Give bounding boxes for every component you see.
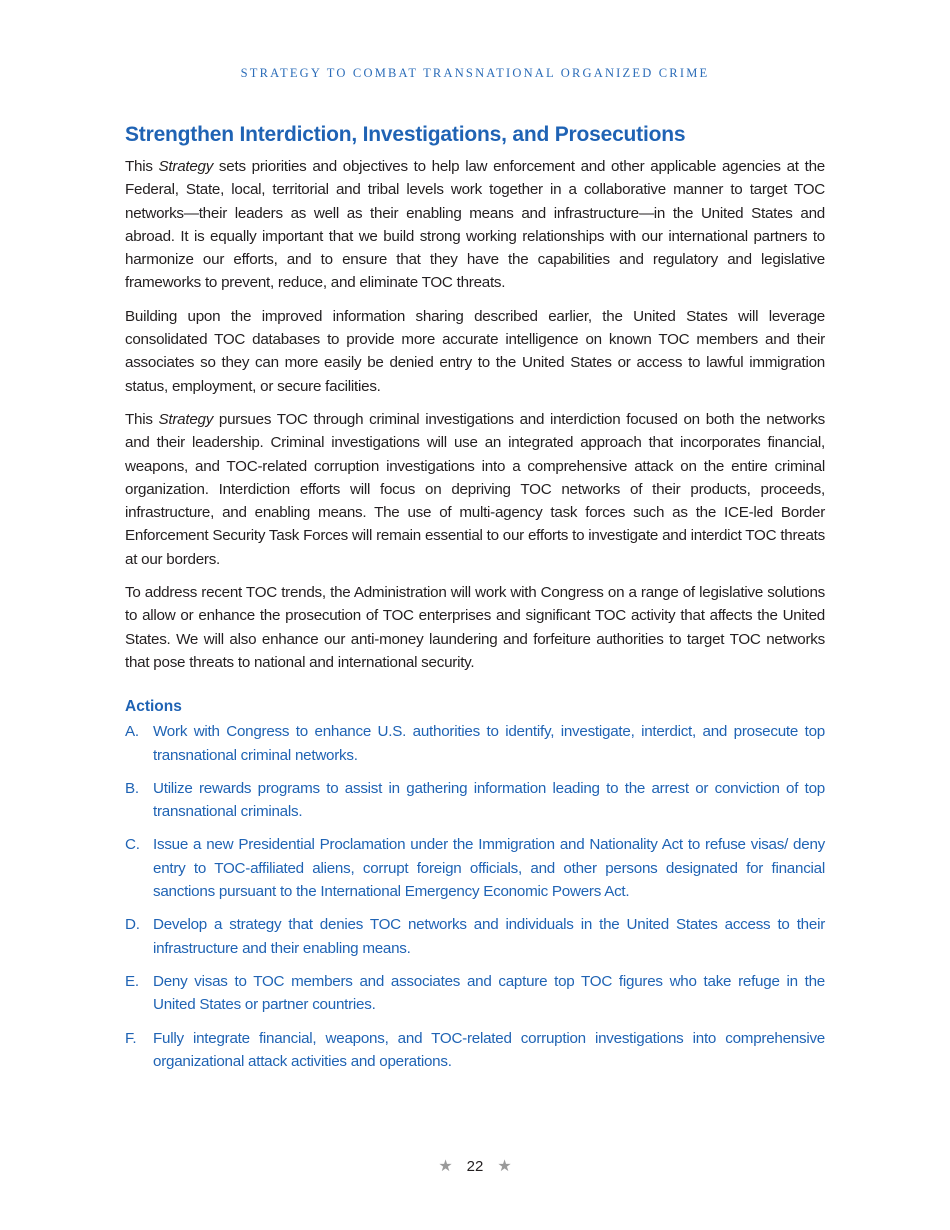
body-paragraph-3: [125, 408, 825, 571]
action-text: Fully integrate financial, weapons, and TOC-related corruption investigations into comprehensive organizational attack activities and operations.: [153, 1029, 825, 1070]
action-text: Deny visas to TOC members and associates and capture top TOC figures who take refuge in the United States or partner countries.: [153, 972, 825, 1014]
running-header: STRATEGY TO COMBAT TRANSNATIONAL ORGANIZED CRIME: [240, 66, 710, 80]
star-icon: ★: [497, 1158, 512, 1175]
action-letter: E.: [125, 972, 139, 990]
body-paragraph-2: Building upon the improved information sharing described earlier, the United States will leverage consolidated TOC databases to provide more accurate intelligence on known TOC members and their associates so they can more easily be denied entry to the United States or access to lawful immigration status, employment, or secure facilities.: [125, 307, 825, 395]
page-footer: [0, 1156, 950, 1178]
paragraph-text: This: [125, 410, 159, 428]
star-icon: ★: [438, 1158, 453, 1175]
page-number: 22: [466, 1158, 484, 1175]
body-paragraph-1: [125, 155, 825, 295]
section-title: Strengthen Interdiction, Investigations, and Prosecutions: [125, 123, 686, 146]
action-text: Develop a strategy that denies TOC networks and individuals in the United States access to their infrastructure and their enabling means.: [153, 916, 825, 957]
actions-heading: Actions: [125, 698, 182, 716]
body-paragraph-4: To address recent TOC trends, the Administration will work with Congress on a range of legislative solutions to allow or enhance the prosecution of TOC enterprises and significant TOC activity that affects the United States. We will also enhance our anti-money laundering and forfeiture authorities to target TOC networks that pose threats to national and international security.: [125, 584, 825, 671]
action-item-d: [125, 913, 825, 960]
action-item-b: [125, 777, 825, 824]
paragraph-text: This: [125, 158, 159, 175]
action-item-e: [125, 970, 825, 1017]
action-letter: D.: [125, 916, 140, 934]
action-letter: B.: [125, 779, 139, 797]
action-item-f: [125, 1027, 825, 1074]
action-item-c: [125, 833, 825, 903]
action-item-a: [125, 720, 825, 767]
action-letter: F.: [125, 1029, 137, 1047]
paragraph-emphasis: Strategy: [158, 158, 214, 175]
action-list: [125, 720, 825, 1073]
paragraph-text: pursues TOC through criminal investigations and interdiction focused on both the networks and their leadership. Criminal investigations will use an integrated approach that incorporates financial, weapons, and TOC-related corruption investigations into a comprehensive attack on the entire criminal organization. Interdiction efforts will focus on depriving TOC networks of their products, proceeds, infrastructure, and enabling means. The use of multi-agency task forces such as the ICE-led Border Enforcement Security Task Forces will remain essential to our efforts to investigate and interdict TOC threats at our borders.: [125, 410, 826, 568]
action-letter: C.: [125, 836, 140, 854]
action-letter: A.: [125, 723, 139, 741]
paragraph-text: sets priorities and objectives to help law enforcement and other applicable agencies at the Federal, State, local, territorial and tribal levels work together in a collaborative manner to target TOC networks—their leaders as well as their enabling means and infrastructure—in the United States and abroad. It is equally important that we build strong working relationships with our international partners to harmonize our efforts, and to ensure that they have the capabilities and regulatory and legislative frameworks to prevent, reduce, and eliminate TOC threats.: [125, 158, 825, 292]
action-text: Work with Congress to enhance U.S. authorities to identify, investigate, interdict, and prosecute top transnational criminal networks.: [153, 723, 825, 764]
action-text: Issue a new Presidential Proclamation under the Immigration and Nationality Act to refuse visas/ deny entry to TOC-affiliated aliens, corrupt foreign officials, and other persons designated for financial sanctions pursuant to the International Emergency Economic Powers Act.: [153, 836, 825, 901]
page-content: [125, 120, 825, 1083]
action-text: Utilize rewards programs to assist in gathering information leading to the arrest or conviction of top transnational criminals.: [153, 779, 825, 821]
paragraph-emphasis: Strategy: [158, 410, 214, 428]
